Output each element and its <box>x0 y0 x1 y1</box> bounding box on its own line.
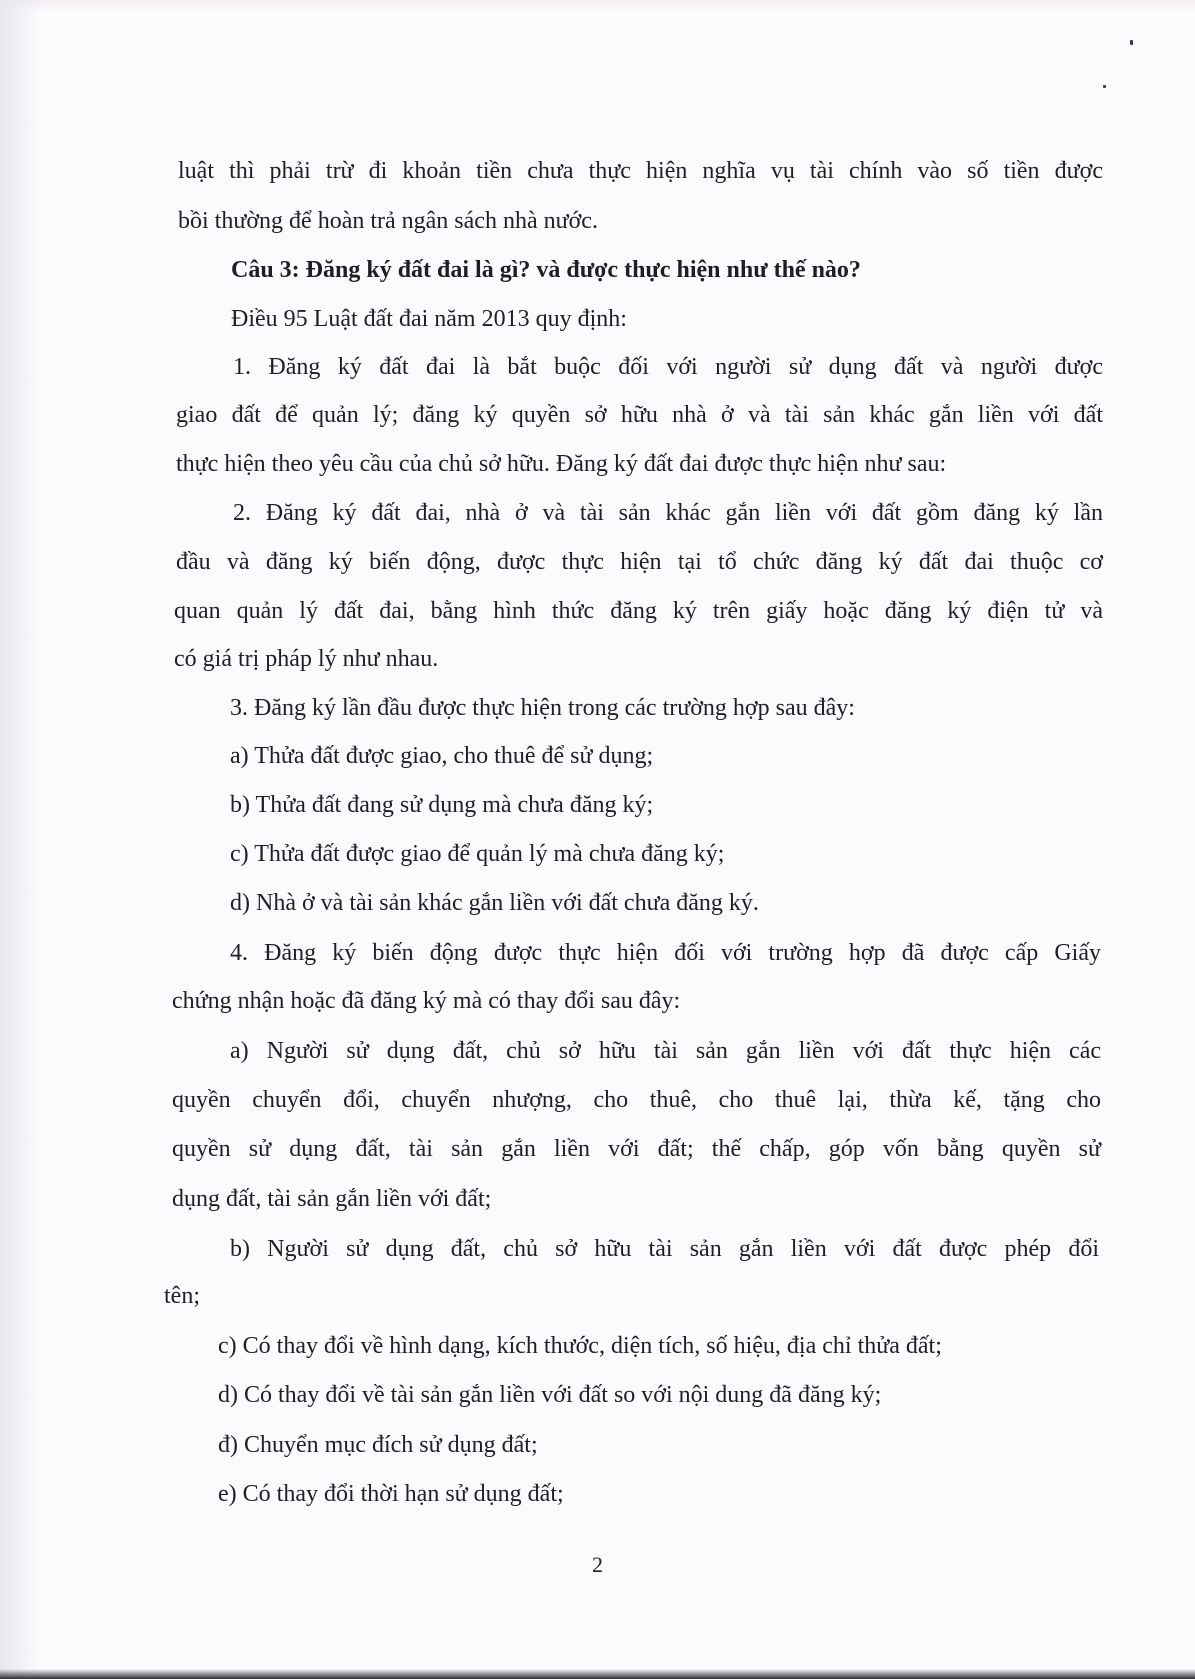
list-item: c) Thửa đất được giao để quản lý mà chưa đăng ký; <box>230 841 725 867</box>
paragraph-line: 1. Đăng ký đất đai là bắt buộc đối với người sử dụng đất và người được <box>233 354 1103 380</box>
paragraph-line: thực hiện theo yêu cầu của chủ sở hữu. Đăng ký đất đai được thực hiện như sau: <box>176 451 947 477</box>
paragraph-line: 3. Đăng ký lần đầu được thực hiện trong các trường hợp sau đây: <box>230 695 855 721</box>
paragraph-line: có giá trị pháp lý như nhau. <box>174 646 439 672</box>
list-item: đ) Chuyển mục đích sử dụng đất; <box>218 1432 538 1458</box>
list-item: b) Người sử dụng đất, chủ sở hữu tài sản gắn liền với đất được phép đổi <box>230 1236 1099 1262</box>
paragraph-line: tên; <box>164 1283 200 1309</box>
paragraph-line: chứng nhận hoặc đã đăng ký mà có thay đổi sau đây: <box>172 988 681 1014</box>
paragraph-line: quyền sử dụng đất, tài sản gắn liền với đất; thế chấp, góp vốn bằng quyền sử <box>172 1136 1101 1162</box>
page-number: 2 <box>592 1552 603 1577</box>
paragraph-line: bồi thường để hoàn trả ngân sách nhà nước. <box>178 208 598 234</box>
paragraph-line: 2. Đăng ký đất đai, nhà ở và tài sản khác gắn liền với đất gồm đăng ký lần <box>233 500 1103 526</box>
paragraph-line: 4. Đăng ký biến động được thực hiện đối với trường hợp đã được cấp Giấy <box>230 940 1101 966</box>
list-item: b) Thửa đất đang sử dụng mà chưa đăng ký; <box>230 792 654 818</box>
paragraph-line: luật thì phải trừ đi khoản tiền chưa thực hiện nghĩa vụ tài chính vào số tiền được <box>178 158 1103 184</box>
list-item: d) Nhà ở và tài sản khác gắn liền với đất chưa đăng ký. <box>230 890 759 916</box>
paragraph-line: giao đất để quản lý; đăng ký quyền sở hữu nhà ở và tài sản khác gắn liền với đất <box>176 402 1103 428</box>
list-item: e) Có thay đổi thời hạn sử dụng đất; <box>218 1481 564 1507</box>
paragraph-line: quyền chuyển đổi, chuyển nhượng, cho thuê, cho thuê lại, thừa kế, tặng cho <box>172 1087 1101 1113</box>
list-item: c) Có thay đổi về hình dạng, kích thước, diện tích, số hiệu, địa chỉ thửa đất; <box>218 1333 942 1359</box>
paragraph-line: Điều 95 Luật đất đai năm 2013 quy định: <box>231 306 627 332</box>
question-heading: Câu 3: Đăng ký đất đai là gì? và được thực hiện như thế nào? <box>231 257 861 283</box>
list-item: a) Thửa đất được giao, cho thuê để sử dụng; <box>230 743 654 769</box>
paragraph-line: dụng đất, tài sản gắn liền với đất; <box>172 1186 492 1212</box>
list-item: a) Người sử dụng đất, chủ sở hữu tài sản gắn liền với đất thực hiện các <box>230 1038 1101 1064</box>
paragraph-line: đầu và đăng ký biến động, được thực hiện tại tổ chức đăng ký đất đai thuộc cơ <box>176 549 1103 575</box>
list-item: d) Có thay đổi về tài sản gắn liền với đất so với nội dung đã đăng ký; <box>218 1382 882 1408</box>
paragraph-line: quan quản lý đất đai, bằng hình thức đăng ký trên giấy hoặc đăng ký điện tử và <box>174 598 1103 624</box>
